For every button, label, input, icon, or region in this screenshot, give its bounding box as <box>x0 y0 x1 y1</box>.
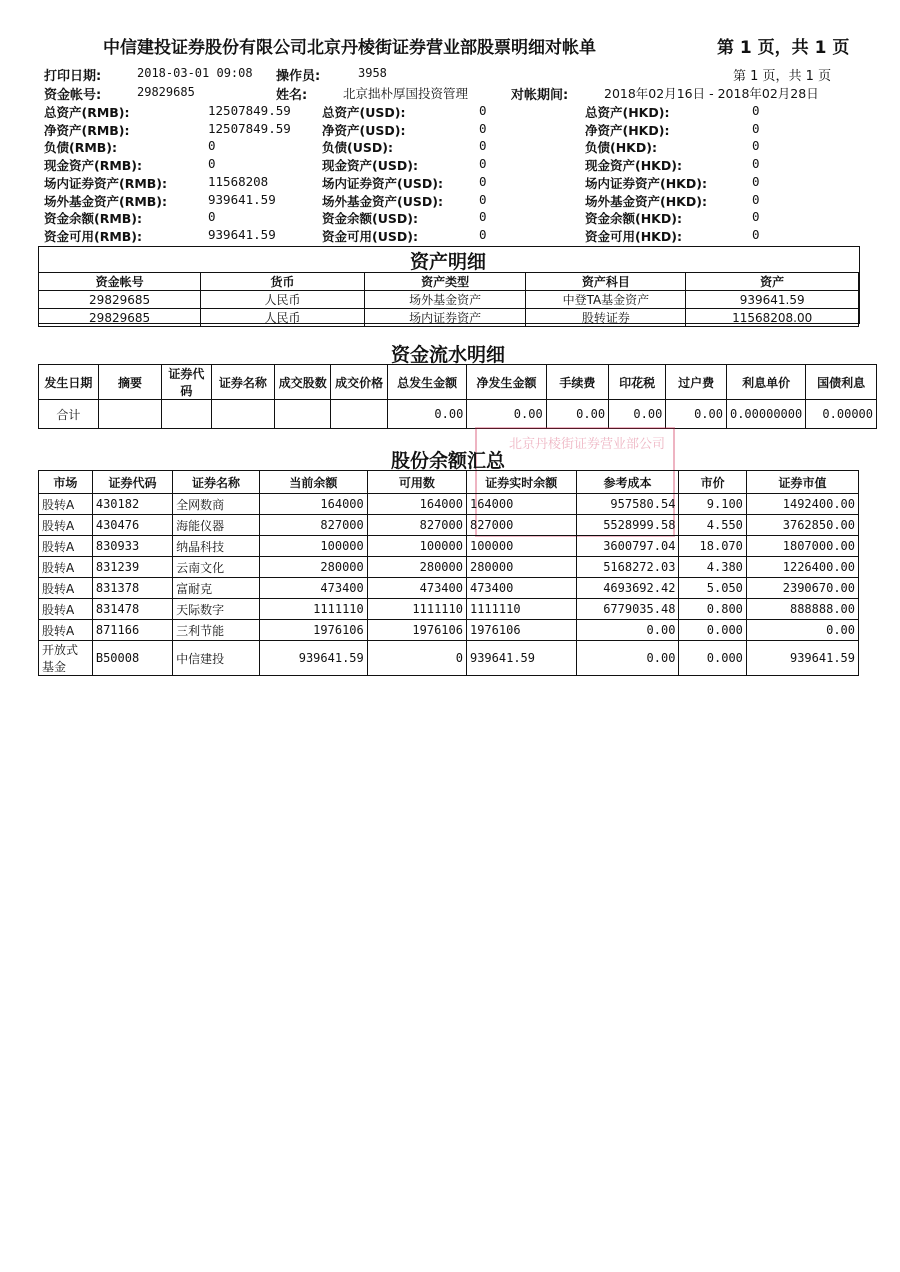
stamp-text: 北京丹棱街证券营业部公司 <box>508 437 665 452</box>
column-header: 净发生金额 <box>467 365 546 400</box>
summary-value: 0 <box>479 120 487 136</box>
table-row <box>39 494 859 515</box>
table-cell: 939641.59 <box>259 641 367 676</box>
column-header: 发生日期 <box>39 365 99 400</box>
column-header: 参考成本 <box>576 471 679 494</box>
table-cell <box>331 400 387 429</box>
page-indicator-2: 第 1 页，共 1 页 <box>733 69 832 84</box>
summary-value: 0 <box>752 138 760 154</box>
table-cell: 1226400.00 <box>746 557 858 578</box>
table-cell: 939641.59 <box>746 641 858 676</box>
table-cell: 0.800 <box>679 599 746 620</box>
column-header: 印花税 <box>609 365 666 400</box>
summary-value: 0 <box>208 138 216 154</box>
summary-label: 总资产(HKD): <box>585 105 670 120</box>
table-cell: 5168272.03 <box>576 557 679 578</box>
table-cell: 1111110 <box>466 599 576 620</box>
summary-value: 0 <box>479 191 487 207</box>
summary-label: 场内证券资产(HKD): <box>585 175 707 191</box>
table-cell <box>275 400 331 429</box>
table-cell: 5.050 <box>679 578 746 599</box>
name-value: 北京拙朴厚国投资管理 <box>343 86 469 101</box>
summary-value: 0 <box>479 156 487 172</box>
table-cell: 827000 <box>259 515 367 536</box>
summary-label: 场外基金资产(HKD): <box>585 193 707 209</box>
table-cell: 1111110 <box>367 599 466 620</box>
summary-label: 现金资产(RMB): <box>44 158 143 174</box>
summary-value: 0 <box>752 156 760 172</box>
table-cell: 1807000.00 <box>746 536 858 557</box>
table-cell: 164000 <box>466 494 576 515</box>
table-cell: 0 <box>367 641 466 676</box>
summary-label: 负债(HKD): <box>585 140 657 156</box>
table-row <box>39 400 877 429</box>
table-cell: 100000 <box>466 536 576 557</box>
table-cell: 6779035.48 <box>576 599 679 620</box>
summary-value: 11568208 <box>208 173 269 189</box>
summary-label: 资金余额(HKD): <box>585 211 682 227</box>
table-cell: 830933 <box>92 536 172 557</box>
summary-label: 资金余额(RMB): <box>44 211 143 227</box>
column-header: 资产科目 <box>526 273 686 291</box>
summary-value: 0 <box>752 103 760 118</box>
table-cell: 939641.59 <box>466 641 576 676</box>
print-date-value: 2018-03-01 09:08 <box>137 66 253 80</box>
column-header: 市场 <box>39 471 93 494</box>
table-cell: 0.000 <box>679 641 746 676</box>
table-cell: 0.000 <box>679 620 746 641</box>
summary-value: 0 <box>752 120 760 136</box>
table-cell: 股转证券 <box>526 309 686 327</box>
summary-label: 场内证券资产(RMB): <box>44 175 168 191</box>
table-cell: 云南文化 <box>173 557 260 578</box>
column-header: 资产 <box>686 273 859 291</box>
table-cell: 纳晶科技 <box>173 536 260 557</box>
table-row <box>39 620 859 641</box>
holdings-table <box>38 470 859 676</box>
table-cell: 4.380 <box>679 557 746 578</box>
table-cell: 280000 <box>367 557 466 578</box>
table-cell: 股转A <box>39 515 93 536</box>
summary-value: 0 <box>208 209 216 225</box>
summary-label: 资金余额(USD): <box>322 211 418 227</box>
table-cell: 29829685 <box>39 309 201 327</box>
summary-value: 939641.59 <box>208 226 276 242</box>
operator-value: 3958 <box>358 66 387 80</box>
page-indicator: 第 1 页，共 1 页 <box>717 38 850 58</box>
table-cell: 1976106 <box>367 620 466 641</box>
table-header-row <box>39 471 859 494</box>
column-header: 成交股数 <box>275 365 331 400</box>
table-row <box>39 515 859 536</box>
summary-value: 0 <box>479 173 487 189</box>
table-cell: 280000 <box>259 557 367 578</box>
summary-label: 净资产(USD): <box>322 122 406 138</box>
table-cell: 280000 <box>466 557 576 578</box>
summary-label: 场外基金资产(RMB): <box>44 193 168 209</box>
table-cell: 股转A <box>39 599 93 620</box>
summary-value: 0 <box>479 209 487 225</box>
table-cell: 0.00 <box>666 400 727 429</box>
asset-detail-title: 资产明细 <box>409 251 486 273</box>
column-header: 可用数 <box>367 471 466 494</box>
table-header-row <box>39 273 859 291</box>
table-cell: 871166 <box>92 620 172 641</box>
table-cell: 5528999.58 <box>576 515 679 536</box>
table-cell: 0.00 <box>576 641 679 676</box>
summary-value: 0 <box>479 103 487 118</box>
summary-value: 0 <box>752 173 760 189</box>
table-cell <box>162 400 212 429</box>
summary-label: 净资产(HKD): <box>585 122 670 138</box>
table-cell: 0.00 <box>576 620 679 641</box>
table-cell <box>211 400 274 429</box>
table-cell: 中登TA基金资产 <box>526 291 686 309</box>
summary-label: 总资产(RMB): <box>44 105 130 120</box>
table-row <box>39 599 859 620</box>
table-cell: 0.00 <box>746 620 858 641</box>
table-header-row <box>39 365 877 400</box>
table-cell: 0.00000 <box>806 400 877 429</box>
table-cell: 天际数字 <box>173 599 260 620</box>
column-header: 证券代码 <box>162 365 212 400</box>
column-header: 成交价格 <box>331 365 387 400</box>
summary-label: 资金可用(RMB): <box>44 228 143 244</box>
column-header: 当前余额 <box>259 471 367 494</box>
summary-label: 场外基金资产(USD): <box>322 193 443 209</box>
table-cell: 1976106 <box>259 620 367 641</box>
summary-label: 场内证券资产(USD): <box>322 175 443 191</box>
column-header: 证券市值 <box>746 471 858 494</box>
table-cell: 富耐克 <box>173 578 260 599</box>
column-header: 证券名称 <box>211 365 274 400</box>
column-header: 资产类型 <box>364 273 526 291</box>
column-header: 利息单价 <box>726 365 805 400</box>
table-cell: 473400 <box>466 578 576 599</box>
summary-label: 负债(RMB): <box>44 140 118 156</box>
table-row <box>39 291 859 309</box>
operator-label: 操作员: <box>276 69 321 84</box>
print-date-row <box>44 65 101 84</box>
summary-value: 0 <box>479 138 487 154</box>
table-cell: 人民币 <box>201 309 365 327</box>
table-cell: 1111110 <box>259 599 367 620</box>
table-cell: 100000 <box>259 536 367 557</box>
table-cell: B50008 <box>92 641 172 676</box>
summary-label: 现金资产(USD): <box>322 158 418 174</box>
table-cell: 0.00 <box>387 400 466 429</box>
column-header: 过户费 <box>666 365 727 400</box>
cash-flow-title: 资金流水明细 <box>390 344 505 366</box>
table-cell: 164000 <box>367 494 466 515</box>
table-cell: 中信建投 <box>173 641 260 676</box>
column-header: 市价 <box>679 471 746 494</box>
table-cell: 4693692.42 <box>576 578 679 599</box>
column-header: 货币 <box>201 273 365 291</box>
table-cell: 827000 <box>466 515 576 536</box>
summary-label: 净资产(RMB): <box>44 122 130 138</box>
table-cell: 股转A <box>39 557 93 578</box>
summary-value: 0 <box>752 191 760 207</box>
table-row <box>39 309 859 327</box>
table-cell: 430182 <box>92 494 172 515</box>
table-cell: 合计 <box>39 400 99 429</box>
summary-label: 负债(USD): <box>322 140 393 156</box>
table-cell: 939641.59 <box>686 291 859 309</box>
table-cell: 1976106 <box>466 620 576 641</box>
holdings-title: 股份余额汇总 <box>390 450 505 472</box>
account-value: 29829685 <box>137 85 195 99</box>
table-cell: 831239 <box>92 557 172 578</box>
table-cell: 888888.00 <box>746 599 858 620</box>
table-cell: 831378 <box>92 578 172 599</box>
table-cell: 9.100 <box>679 494 746 515</box>
table-cell: 11568208.00 <box>686 309 859 327</box>
column-header: 证券实时余额 <box>466 471 576 494</box>
summary-label: 资金可用(HKD): <box>585 228 682 244</box>
table-cell: 股转A <box>39 578 93 599</box>
table-cell: 三利节能 <box>173 620 260 641</box>
column-header: 国债利息 <box>806 365 877 400</box>
table-cell: 0.00 <box>609 400 666 429</box>
table-cell: 人民币 <box>201 291 365 309</box>
table-cell: 473400 <box>367 578 466 599</box>
table-cell: 0.00 <box>546 400 608 429</box>
column-header: 摘要 <box>98 365 161 400</box>
column-header: 资金帐号 <box>39 273 201 291</box>
table-cell: 开放式基金 <box>39 641 93 676</box>
table-cell: 29829685 <box>39 291 201 309</box>
table-cell: 场内证券资产 <box>364 309 526 327</box>
name-label: 姓名: <box>276 88 308 103</box>
summary-value: 12507849.59 <box>208 103 291 118</box>
table-cell: 场外基金资产 <box>364 291 526 309</box>
table-cell: 827000 <box>367 515 466 536</box>
table-cell: 0.00000000 <box>726 400 805 429</box>
table-cell: 3600797.04 <box>576 536 679 557</box>
period-value: 2018年02月16日 - 2018年02月28日 <box>604 86 819 101</box>
table-cell: 430476 <box>92 515 172 536</box>
table-cell: 0.00 <box>467 400 546 429</box>
table-row <box>39 536 859 557</box>
summary-value: 0 <box>752 226 760 242</box>
table-cell <box>98 400 161 429</box>
table-cell: 2390670.00 <box>746 578 858 599</box>
table-row <box>39 641 859 676</box>
summary-value: 939641.59 <box>208 191 276 207</box>
asset-detail-table <box>38 272 859 327</box>
summary-value: 0 <box>208 156 216 172</box>
account-label: 资金帐号: <box>44 88 102 103</box>
table-cell: 股转A <box>39 494 93 515</box>
table-cell: 18.070 <box>679 536 746 557</box>
summary-label: 资金可用(USD): <box>322 228 418 244</box>
table-cell: 1492400.00 <box>746 494 858 515</box>
column-header: 手续费 <box>546 365 608 400</box>
table-cell: 全网数商 <box>173 494 260 515</box>
summary-label: 现金资产(HKD): <box>585 158 682 174</box>
column-header: 证券名称 <box>173 471 260 494</box>
table-cell: 海能仪器 <box>173 515 260 536</box>
table-cell: 股转A <box>39 536 93 557</box>
table-cell: 473400 <box>259 578 367 599</box>
print-date-label: 打印日期: <box>44 69 102 84</box>
summary-value: 0 <box>479 226 487 242</box>
cash-flow-table <box>38 364 877 429</box>
summary-value: 12507849.59 <box>208 120 291 136</box>
table-cell: 957580.54 <box>576 494 679 515</box>
summary-value: 0 <box>752 209 760 225</box>
table-cell: 4.550 <box>679 515 746 536</box>
table-cell: 164000 <box>259 494 367 515</box>
table-row <box>39 578 859 599</box>
table-cell: 100000 <box>367 536 466 557</box>
table-row <box>39 557 859 578</box>
column-header: 证券代码 <box>92 471 172 494</box>
period-label: 对帐期间: <box>511 88 569 103</box>
document-title: 中信建投证券股份有限公司北京丹棱街证券营业部股票明细对帐单 <box>103 38 596 58</box>
table-cell: 股转A <box>39 620 93 641</box>
table-cell: 831478 <box>92 599 172 620</box>
summary-label: 总资产(USD): <box>322 105 406 120</box>
table-cell: 3762850.00 <box>746 515 858 536</box>
column-header: 总发生金额 <box>387 365 466 400</box>
